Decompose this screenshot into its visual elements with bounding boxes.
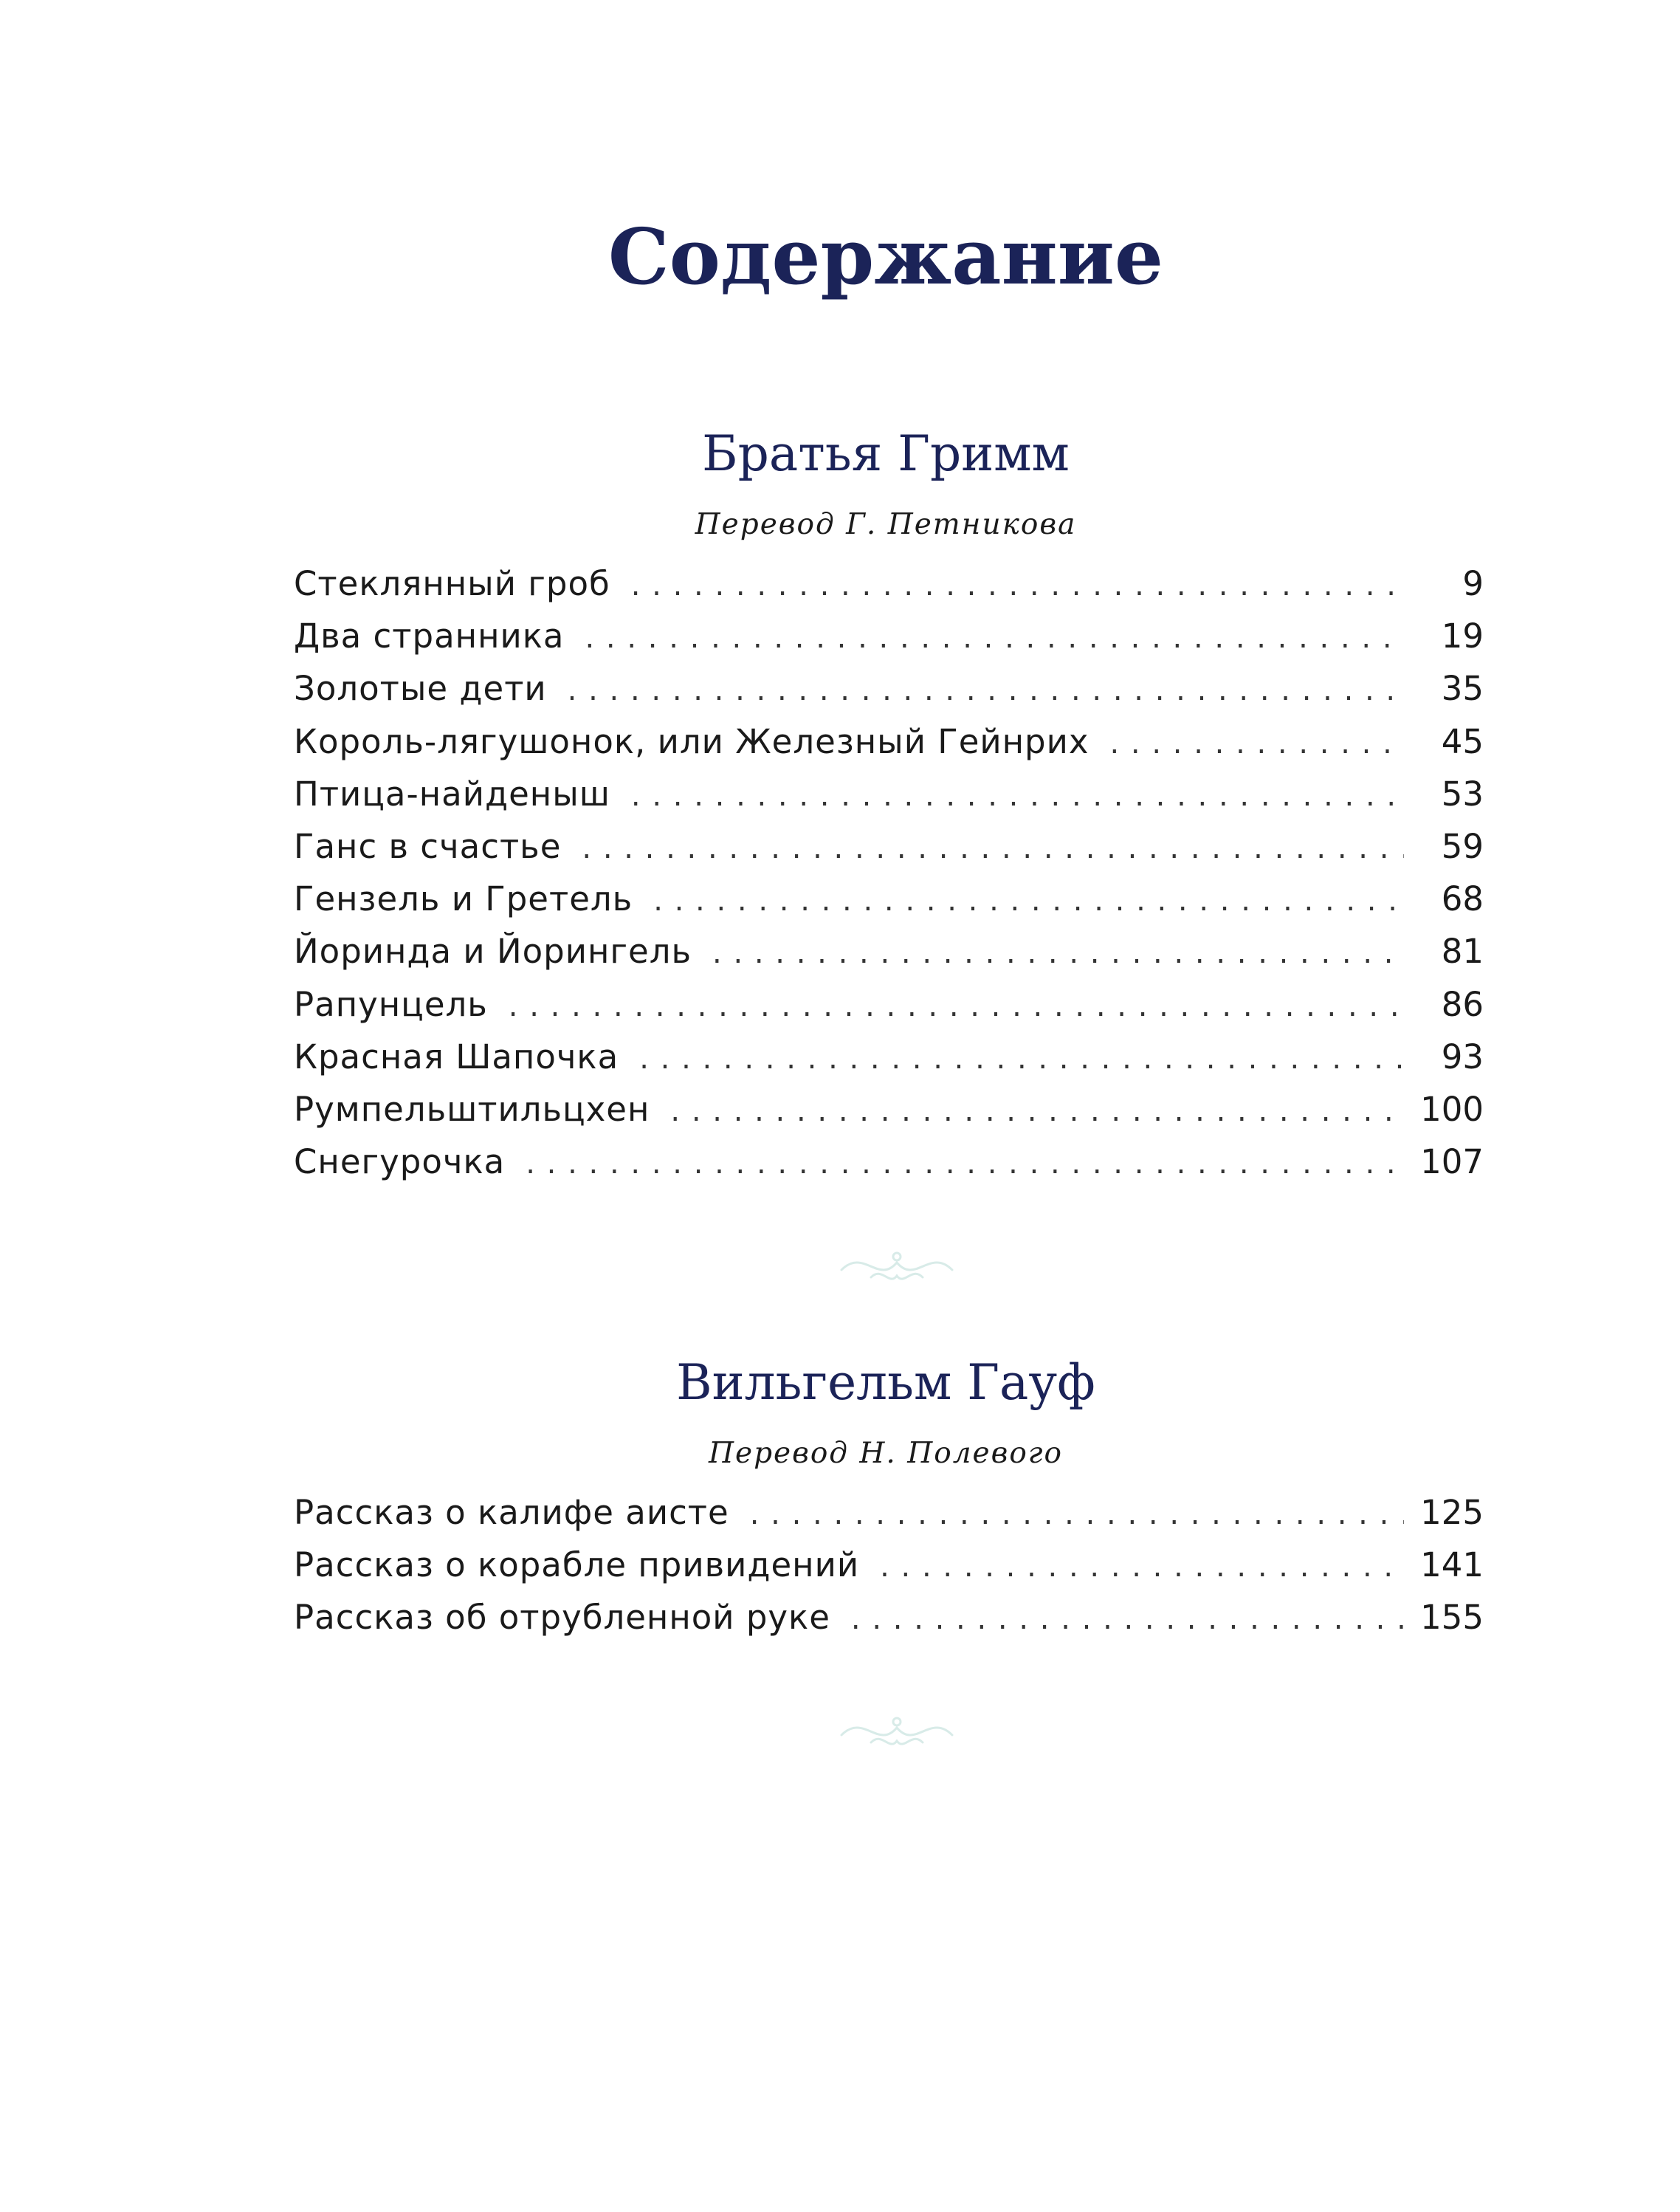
toc-entry-title: Ганс в счастье xyxy=(294,827,582,866)
toc-entry-page: 100 xyxy=(1404,1090,1484,1129)
section-translator: Перевод Н. Полевого xyxy=(708,1437,1063,1470)
toc-list xyxy=(294,1493,1484,1651)
dot-leader xyxy=(750,1497,1404,1531)
toc-entry-page: 93 xyxy=(1404,1037,1484,1076)
toc-entry-page: 68 xyxy=(1404,879,1484,918)
toc-entry[interactable] xyxy=(294,1598,1484,1650)
toc-entry-page: 19 xyxy=(1404,616,1484,656)
toc-entry[interactable] xyxy=(294,616,1484,669)
toc-entry-title: Золотые дети xyxy=(294,669,568,708)
dot-leader xyxy=(631,779,1404,813)
toc-entry-title: Рапунцель xyxy=(294,985,509,1024)
dot-leader xyxy=(851,1602,1404,1636)
ornament-flourish-icon xyxy=(834,1240,960,1292)
toc-entry-page: 53 xyxy=(1404,774,1484,814)
toc-entry[interactable] xyxy=(294,1090,1484,1142)
dot-leader xyxy=(526,1147,1404,1181)
toc-entry[interactable] xyxy=(294,879,1484,932)
toc-entry-page: 35 xyxy=(1404,669,1484,708)
dot-leader xyxy=(582,831,1404,865)
toc-list xyxy=(294,564,1484,1195)
toc-entry-page: 125 xyxy=(1404,1493,1484,1532)
toc-entry[interactable] xyxy=(294,932,1484,984)
section-author: Братья Гримм xyxy=(702,425,1070,482)
toc-entry[interactable] xyxy=(294,722,1484,774)
dot-leader xyxy=(631,569,1404,602)
toc-entry-title: Румпельштильцхен xyxy=(294,1090,670,1129)
dot-leader xyxy=(712,936,1404,970)
toc-entry-title: Гензель и Гретель xyxy=(294,879,653,918)
toc-entry[interactable] xyxy=(294,564,1484,616)
toc-entry-title: Рассказ об отрубленной руке xyxy=(294,1598,851,1637)
toc-entry-title: Птица-найденыш xyxy=(294,774,631,814)
toc-entry-title: Король-лягушонок, или Железный Гейнрих xyxy=(294,722,1109,761)
ornament-flourish-icon xyxy=(834,1706,960,1757)
toc-entry-title: Два странника xyxy=(294,616,585,656)
toc-entry[interactable] xyxy=(294,774,1484,827)
toc-entry[interactable] xyxy=(294,1545,1484,1598)
dot-leader xyxy=(568,673,1404,707)
toc-entry-title: Йоринда и Йорингель xyxy=(294,932,712,971)
toc-entry-title: Красная Шапочка xyxy=(294,1037,639,1076)
toc-entry[interactable] xyxy=(294,1493,1484,1545)
toc-entry-title: Рассказ о калифе аисте xyxy=(294,1493,750,1532)
section-author: Вильгельм Гауф xyxy=(676,1354,1095,1411)
dot-leader xyxy=(639,1042,1404,1076)
toc-entry[interactable] xyxy=(294,1142,1484,1195)
toc-entry-title: Стеклянный гроб xyxy=(294,564,631,603)
toc-entry-page: 141 xyxy=(1404,1545,1484,1584)
dot-leader xyxy=(1109,727,1404,760)
section-translator: Перевод Г. Петникова xyxy=(695,508,1077,541)
toc-entry-page: 45 xyxy=(1404,722,1484,761)
toc-entry-page: 59 xyxy=(1404,827,1484,866)
page-title: Содержание xyxy=(607,211,1164,302)
dot-leader xyxy=(509,989,1404,1023)
toc-entry-page: 9 xyxy=(1404,564,1484,603)
dot-leader xyxy=(880,1550,1404,1584)
toc-entry[interactable] xyxy=(294,1037,1484,1090)
toc-entry[interactable] xyxy=(294,985,1484,1037)
toc-entry-page: 86 xyxy=(1404,985,1484,1024)
toc-entry-title: Снегурочка xyxy=(294,1142,526,1181)
toc-entry-page: 107 xyxy=(1404,1142,1484,1181)
toc-entry[interactable] xyxy=(294,669,1484,721)
dot-leader xyxy=(653,884,1404,918)
toc-entry-page: 155 xyxy=(1404,1598,1484,1637)
toc-entry-page: 81 xyxy=(1404,932,1484,971)
toc-entry-title: Рассказ о корабле привидений xyxy=(294,1545,880,1584)
dot-leader xyxy=(585,621,1405,655)
dot-leader xyxy=(670,1094,1404,1128)
toc-entry[interactable] xyxy=(294,827,1484,879)
